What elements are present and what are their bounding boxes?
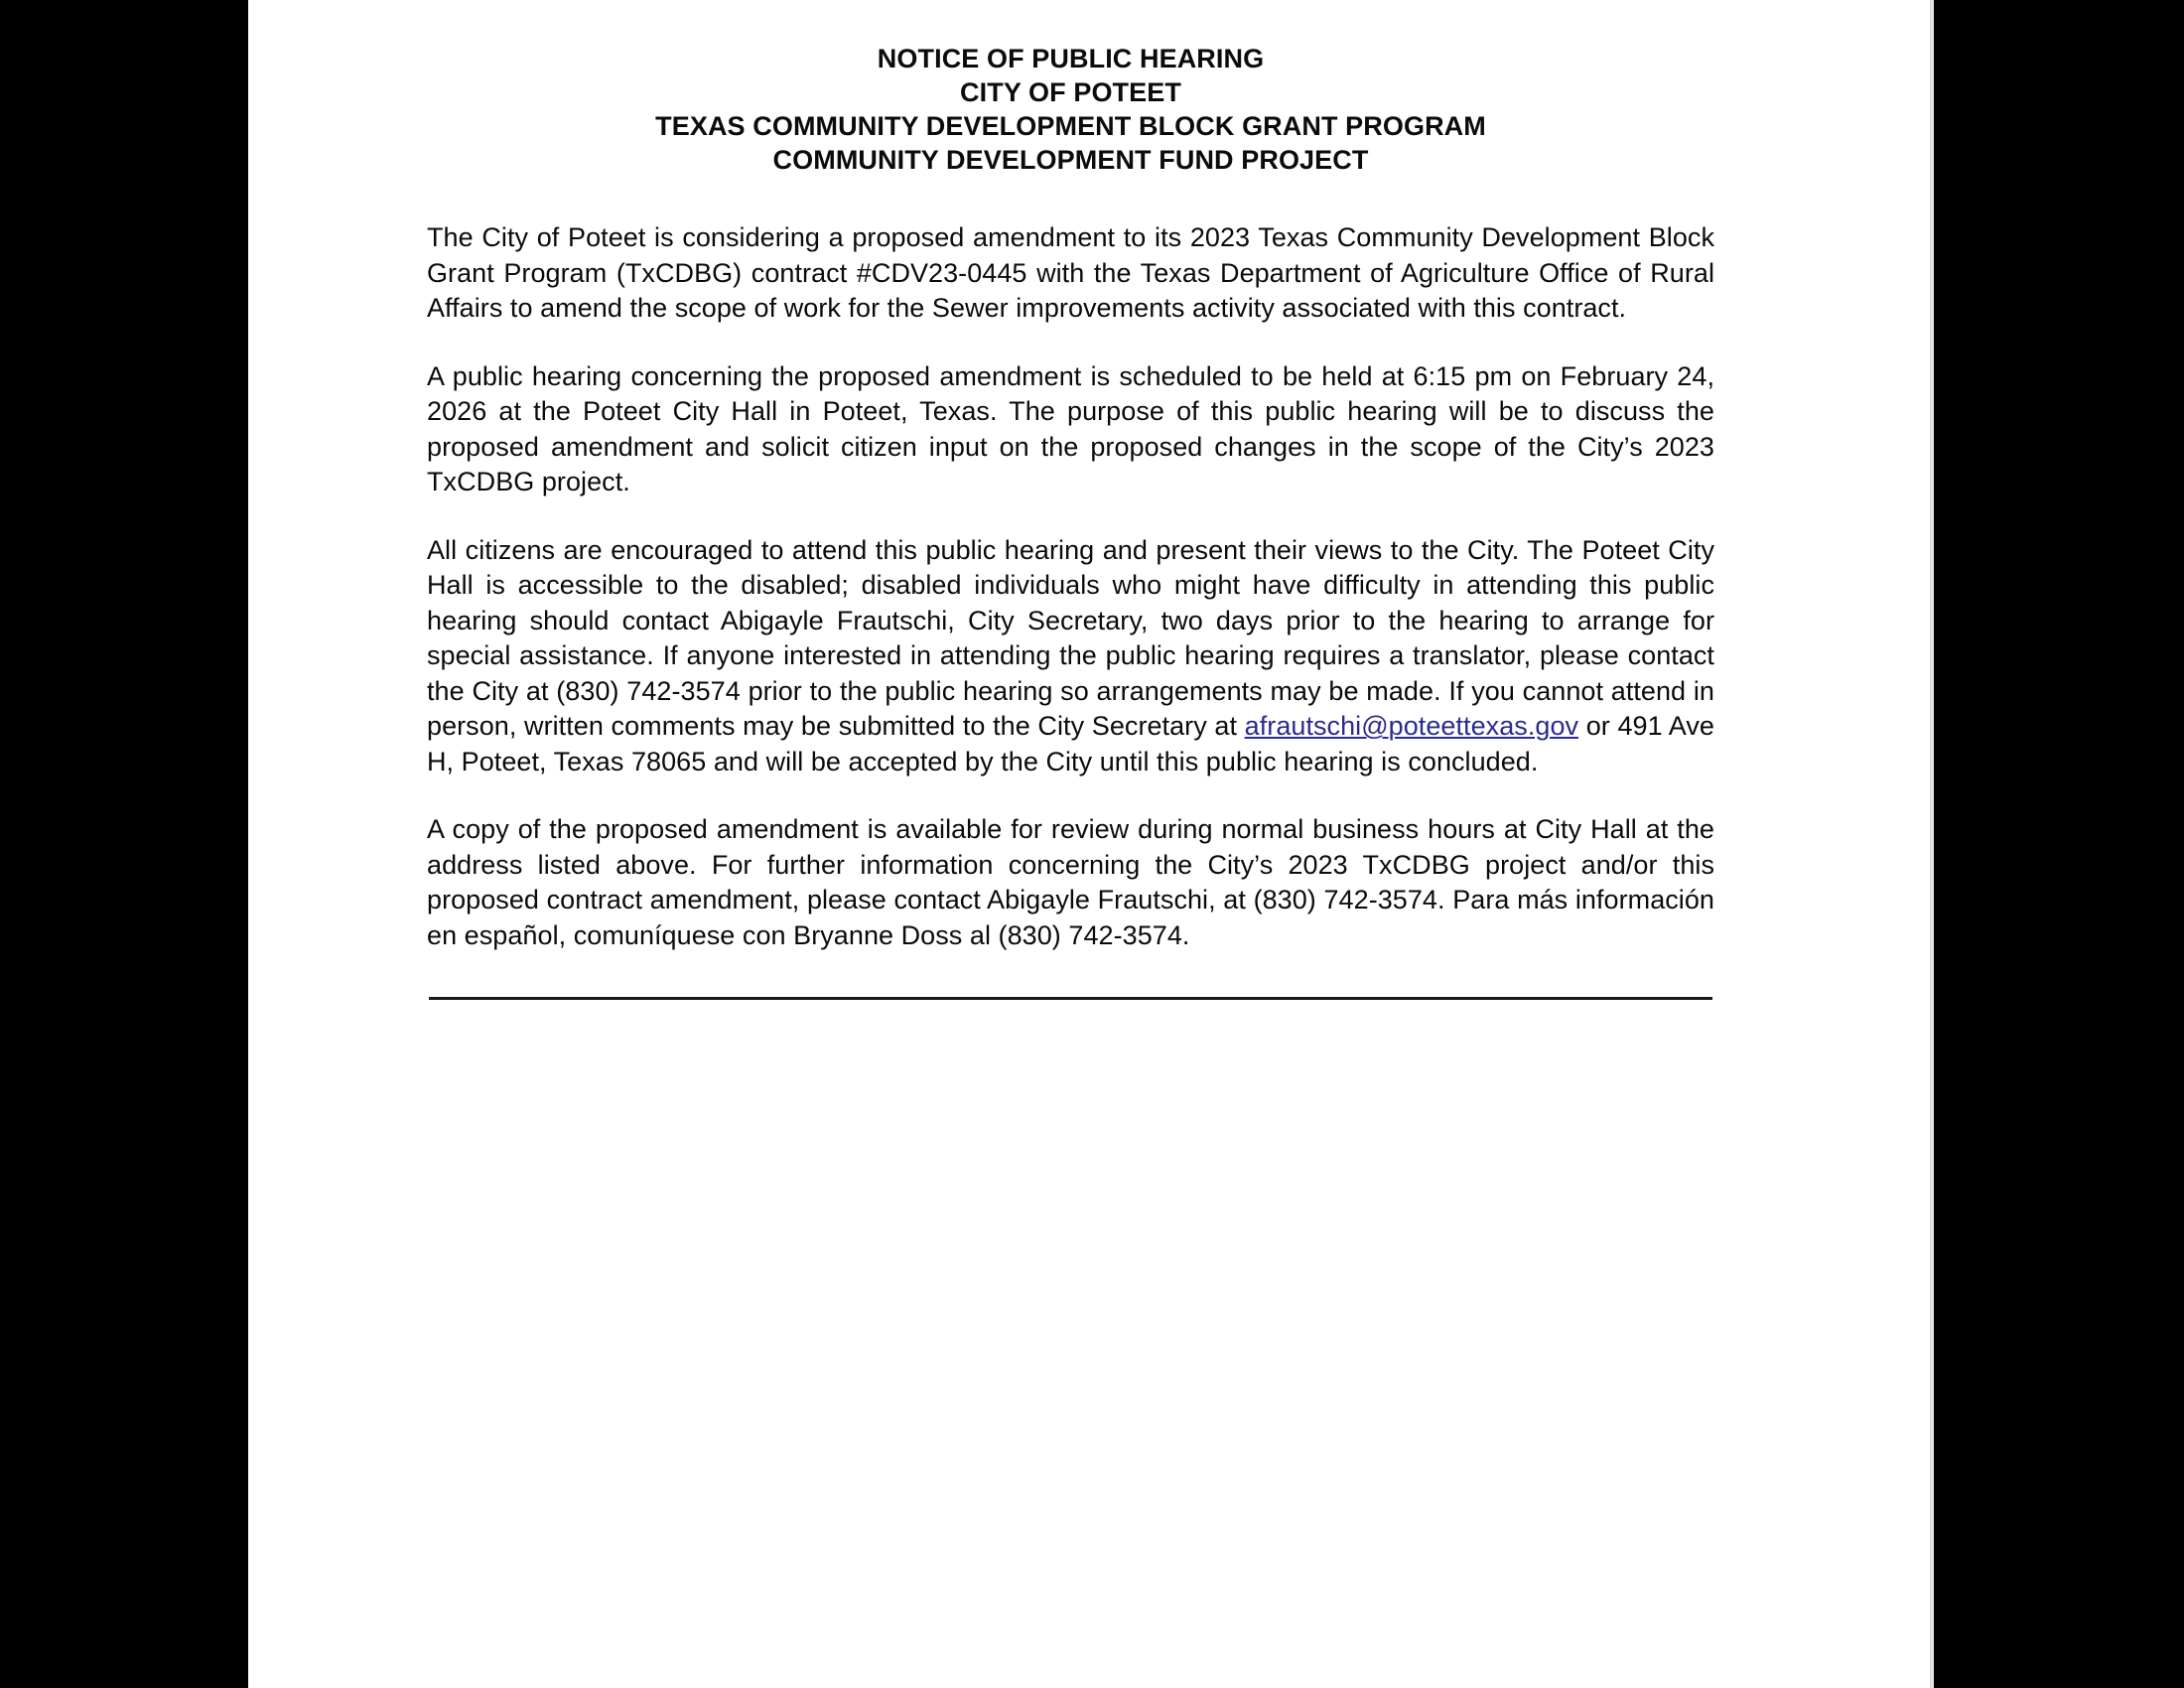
footer-divider-rule: [429, 997, 1712, 1000]
contact-email-link[interactable]: afrautschi@poteettexas.gov: [1244, 711, 1579, 741]
heading-line-program: TEXAS COMMUNITY DEVELOPMENT BLOCK GRANT PROGRAM: [655, 111, 1486, 141]
paragraph-document-availability: A copy of the proposed amendment is available for review during normal business hours at City Hall at the address listed above. For further information concerning the City’s 2023 TxCDBG project and/or this proposed contract amendment, please contact Abigayle Frautschi, at (830) 742-3574. Para más información en español, comuníquese con Bryanne Doss al (830) 742-3574.: [427, 814, 1714, 950]
page-edge-line: [1930, 0, 1932, 1688]
document-heading: [427, 42, 1714, 177]
heading-line-project: COMMUNITY DEVELOPMENT FUND PROJECT: [772, 145, 1369, 175]
paragraph-citizen-participation-text-after-email: or 491 Ave H, Poteet, Texas 78065 and will be accepted by the City until this public hearing is concluded.: [427, 711, 1714, 776]
paragraph-citizen-participation-text-before-email: All citizens are encouraged to attend this public hearing and present their views to the City. The Poteet City Hall is accessible to the disabled; disabled individuals who might have difficulty in attending this public hearing should contact Abigayle Frautschi, City Secretary, two days prior to the hearing to arrange for special assistance. If anyone interested in attending the public hearing requires a translator, please contact the City at (830) 742-3574 prior to the public hearing so arrangements may be made. If you cannot attend in person, written comments may be submitted to the City Secretary at: [427, 534, 1714, 741]
heading-line-city: CITY OF POTEET: [960, 77, 1181, 107]
paragraph-proposed-amendment: The City of Poteet is considering a proposed amendment to its 2023 Texas Community Development Block Grant Program (TxCDBG) contract #CDV23-0445 with the Texas Department of Agriculture Office of Rural Affairs to amend the scope of work for the Sewer improvements activity associated with this contract.: [427, 222, 1714, 323]
document-text-column: [427, 42, 1714, 1008]
paragraph-hearing-schedule: A public hearing concerning the proposed amendment is scheduled to be held at 6:15 pm on February 24, 2026 at the Poteet City Hall in Poteet, Texas. The purpose of this public hearing will be to discuss the proposed amendment and solicit citizen input on the proposed changes in the scope of the City’s 2023 TxCDBG project.: [427, 360, 1714, 496]
heading-line-notice: NOTICE OF PUBLIC HEARING: [877, 44, 1265, 73]
document-page: [248, 0, 1934, 1688]
paragraph-citizen-participation: [427, 533, 1714, 780]
